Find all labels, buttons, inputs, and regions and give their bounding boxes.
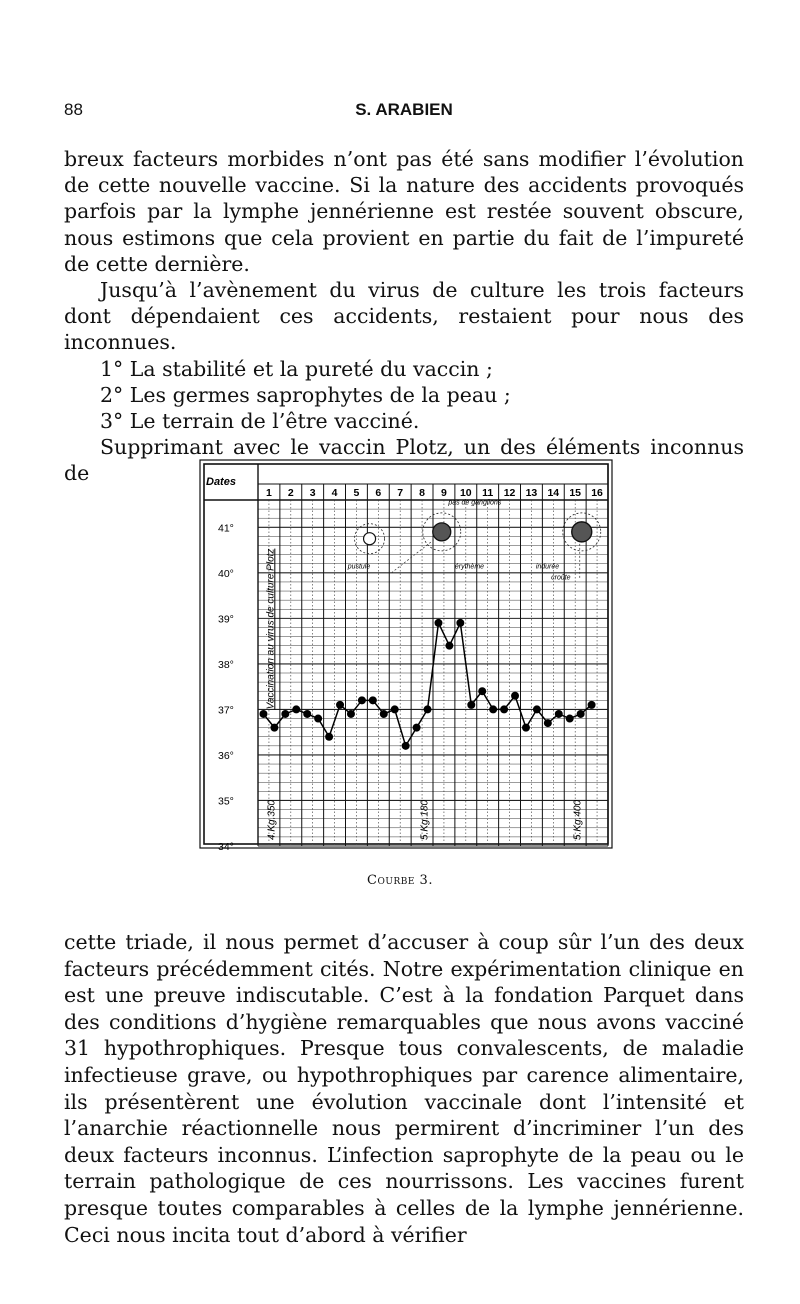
temperature-point [281,710,289,718]
temperature-point [467,701,475,709]
list-item: 1° La stabilité et la pureté du vaccin ; [100,356,493,381]
temperature-point [424,705,432,713]
y-tick-label: 37° [218,704,234,717]
dates-label: Dates [206,476,236,488]
day-label: 9 [441,487,447,499]
y-tick-label: 36° [218,749,234,762]
y-tick-label: 38° [218,658,234,671]
temperature-point [402,742,410,750]
day-label: 3 [309,487,316,499]
day-labels [266,487,603,499]
temperature-point [577,710,585,718]
day-label: 12 [503,487,516,499]
running-title: S. ARABIEN [355,100,453,119]
y-tick-label: 41° [218,522,234,535]
temperature-point [369,696,377,704]
temperature-point [555,710,563,718]
temperature-point [413,724,421,732]
temperature-point [445,642,453,650]
temperature-point [336,701,344,709]
connector-line [391,540,433,573]
day-label: 8 [419,487,425,499]
temperature-point [500,705,508,713]
temperature-point [314,715,322,723]
temperature-point [391,705,399,713]
ganglions-label: pas de ganglions [448,499,502,507]
temperature-point [270,724,278,732]
y-tick-label: 35° [218,795,234,808]
temperature-point [478,687,486,695]
temperature-point [511,692,519,700]
temperature-point [566,715,574,723]
croute-label: croûte [551,574,571,582]
day-label: 16 [591,487,603,499]
day-label: 5 [353,487,360,499]
y-tick-label: 39° [218,613,234,626]
temperature-chart [198,458,614,850]
day-label: 14 [547,487,560,499]
induree-label: indurée [535,563,560,571]
paragraph: Jusqu’à l’avènement du virus de culture les trois facteurs dont dépendaient ces accidents, restaient pour nous des inconnues. [64,278,744,355]
day-label: 11 [482,487,494,499]
vaccination-annotation: Vaccination au virus de culture Plotz [265,548,277,710]
temperature-point [456,619,464,627]
temperature-point [347,710,355,718]
temperature-series [259,619,595,750]
chart-grid [200,460,612,848]
pustule-label: pustule [347,563,371,571]
paragraph: cette triade, il nous permet d’accuser à coup sûr l’un des deux facteurs précédemment cités. Notre expérimentation clinique en est une preuve indiscutable. C’est à la fondation Parquet dans des conditions d’hygiène remarquables que nous avons vacciné 31 hypothrophiques. Presque tous convalescents, de maladie infectieuse grave, ou hypothrophiques par carence alimentaire, ils présentèrent une évolution vaccinale dont l’intensité et l’anarchie réactionnelle nous permirent d’incriminer l’un des deux facteurs inconnus. L’infection saprophyte de la peau ou le terrain pathologique de ces nourrissons. Les vaccines furent presque toutes comparables à celles de la lymphe jennérienne. Ceci nous incita tout d’abord à vérifier [64,930,744,1247]
weight-label: 5.Kg.180 [419,799,431,840]
text-block-top [64,146,744,487]
erytheme-drawing [433,523,451,541]
temperature-point [303,710,311,718]
pustule-drawing [364,533,376,545]
temperature-point [292,705,300,713]
temperature-point [358,696,366,704]
paragraph: Supprimant avec le vaccin Plotz, un des éléments inconnus de [64,435,744,486]
day-label: 7 [397,487,404,499]
day-label: 1 [266,487,272,499]
temperature-point [588,701,596,709]
day-label: 4 [331,487,338,499]
day-label: 10 [459,487,472,499]
croute-drawing [572,522,592,542]
day-label: 2 [287,487,294,499]
day-label: 15 [569,487,582,499]
y-tick-label: 40° [218,567,234,580]
day-label: 13 [525,487,538,499]
day-label: 6 [375,487,382,499]
text-block-bottom [64,929,744,1248]
temperature-point [522,724,530,732]
chart-svg [198,458,614,850]
page-number: 88 [64,100,83,119]
list-item: 3° Le terrain de l’être vacciné. [100,409,420,434]
temperature-point [259,710,267,718]
erytheme-label: érythème [454,563,485,571]
figure-caption: Courbe 3. [367,873,433,888]
y-tick-label: 34° [218,841,234,850]
page-header [64,100,744,130]
weight-label: 5.Kg.400 [572,799,584,840]
paragraph: breux facteurs morbides n’ont pas été sans modifier l’évolution de cette nouvelle vaccine. Si la nature des accidents provoqués parfois par la lymphe jennérienne est restée souvent obscure, nous estimons que cela provient en partie du fait de l’impureté de cette dernière. [64,147,744,276]
temperature-point [380,710,388,718]
temperature-point [489,705,497,713]
temperature-point [533,705,541,713]
temperature-point [544,719,552,727]
list-item: 2° Les germes saprophytes de la peau ; [100,382,511,407]
temperature-point [325,733,333,741]
temperature-point [434,619,442,627]
weight-label: 4.Kg.350 [266,799,278,840]
y-tick-labels [218,522,234,850]
